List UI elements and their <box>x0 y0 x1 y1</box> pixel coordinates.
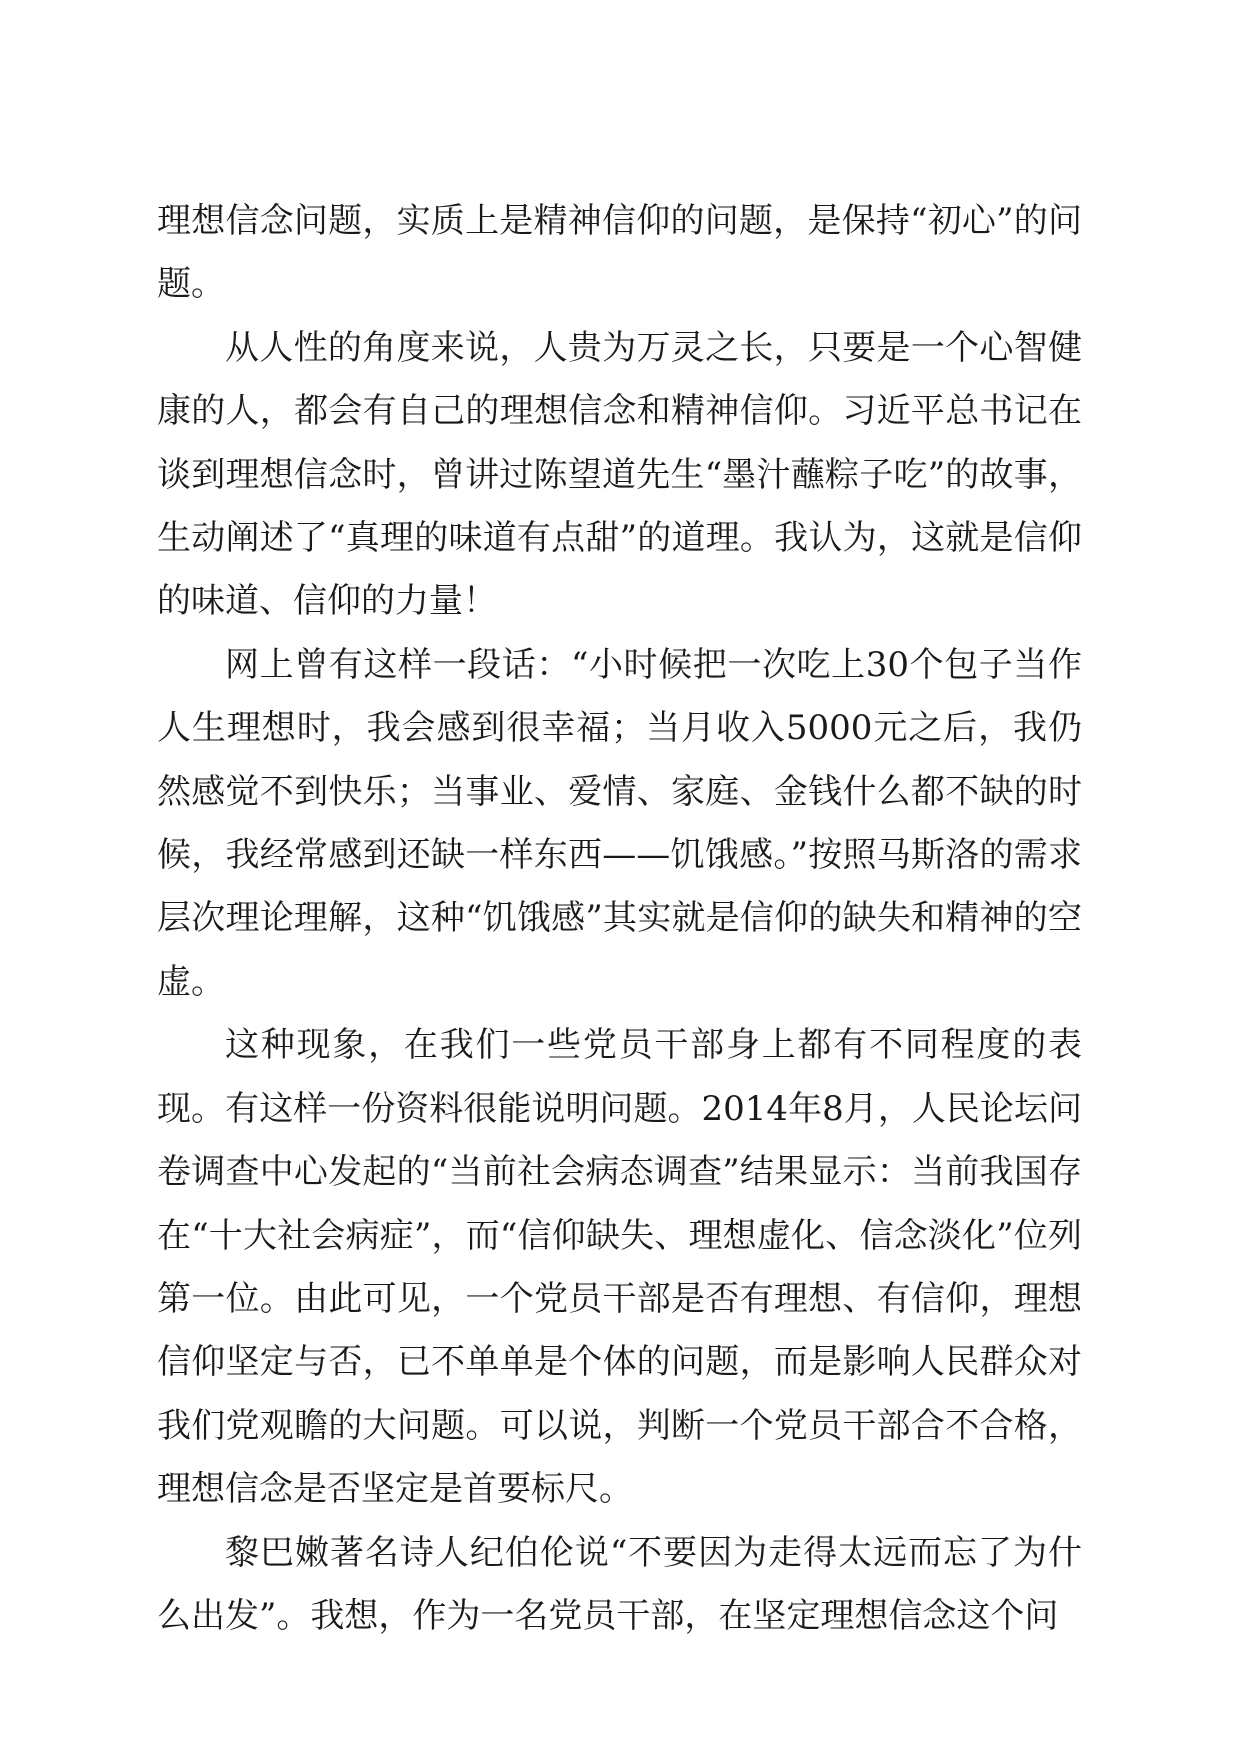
body-text <box>157 190 1082 1648</box>
paragraph-1: 理想信念问题，实质上是精神信仰的问题，是保持“初心”的问题。 <box>157 201 1082 305</box>
paragraph-5: 黎巴嫩著名诗人纪伯伦说“不要因为走得太远而忘了为什么出发”。我想，作为一名党员干部，在坚定理想信念这个问 <box>157 1532 1082 1636</box>
paragraph-4: 这种现象，在我们一些党员干部身上都有不同程度的表现。有这样一份资料很能说明问题。2014年8月，人民论坛问卷调查中心发起的“当前社会病态调查”结果显示：当前我国存在“十大社会病症”，而“信仰缺失、理想虚化、信念淡化”位列第一位。由此可见，一个党员干部是否有理想、有信仰，理想信仰坚定与否，已不单单是个体的问题，而是影响人民群众对我们党观瞻的大问题。可以说，判断一个党员干部合不合格，理想信念是否坚定是首要标尺。 <box>157 1025 1082 1510</box>
paragraph-3: 网上曾有这样一段话：“小时候把一次吃上30个包子当作人生理想时，我会感到很幸福；当月收入5000元之后，我仍然感觉不到快乐；当事业、爱情、家庭、金钱什么都不缺的时候，我经常感到还缺一样东西——饥饿感。”按照马斯洛的需求层次理论理解，这种“饥饿感”其实就是信仰的缺失和精神的空虚。 <box>157 644 1082 1002</box>
paragraph-2: 从人性的角度来说，人贵为万灵之长，只要是一个心智健康的人，都会有自己的理想信念和精神信仰。习近平总书记在谈到理想信念时，曾讲过陈望道先生“墨汁蘸粽子吃”的故事，生动阐述了“真理的味道有点甜”的道理。我认为，这就是信仰的味道、信仰的力量！ <box>157 327 1082 622</box>
